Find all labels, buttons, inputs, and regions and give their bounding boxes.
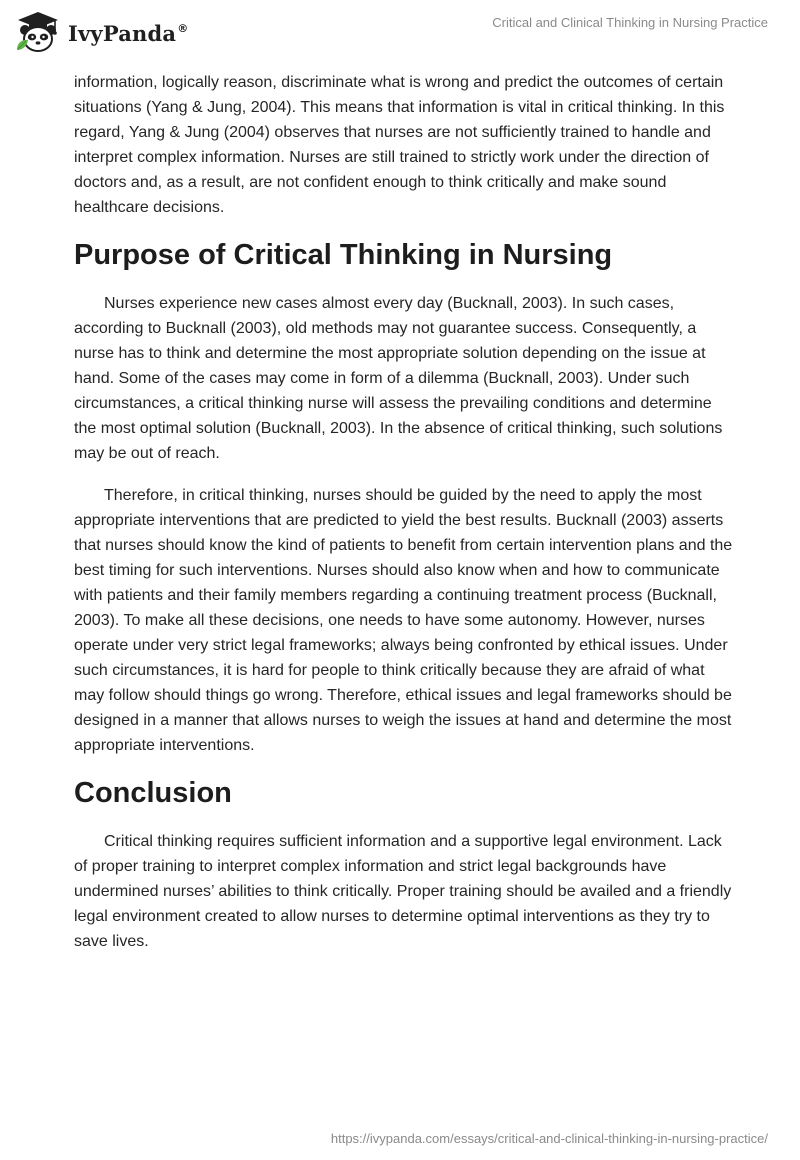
purpose-paragraph: Nurses experience new cases almost every day (Bucknall, 2003). In such cases, according to Bucknall (2003), old methods may not guarantee success. Consequently, a nurse has to think and determine the most appropriate solution depending on the issue at hand. Some of the cases may come in form of a dilemma (Bucknall, 2003). Under such circumstances, a critical thinking nurse will assess the prevailing conditions and determine the most optimal solution (Bucknall, 2003). In the absence of critical thinking, such solutions may be out of reach. — [74, 295, 723, 462]
panda-graduate-icon — [14, 10, 62, 54]
conclusion-heading: Conclusion — [74, 777, 232, 809]
conclusion-paragraph: Critical thinking requires sufficient information and a supportive legal environment. Lack of proper training to interpret complex information and strict legal backgrounds have undermined nurses’ abilities to think critically. Proper training should be availed and a friendly legal environment created to allow nurses to determine optimal interventions as they try to save lives. — [74, 833, 732, 950]
purpose-paragraph: Therefore, in critical thinking, nurses should be guided by the need to apply the most appropriate interventions that are predicted to yield the best results. Bucknall (2003) asserts that nurses should know the kind of patients to benefit from certain intervention plans and the best timing for such interventions. Nurses should also know when and how to communicate with patients and their family members regarding a continuing treatment process (Bucknall, 2003). To make all these decisions, one needs to have some autonomy. However, nurses operate under very strict legal frameworks; always being confronted by ethical issues. Under such circumstances, it is hard for people to think critically because they are afraid of what may follow should things go wrong. Therefore, ethical issues and legal frameworks should be designed in a manner that allows nurses to weigh the issues at hand and determine the most appropriate interventions. — [74, 487, 733, 754]
registered-mark: ® — [177, 21, 189, 35]
essay-body — [74, 70, 734, 971]
purpose-heading: Purpose of Critical Thinking in Nursing — [74, 239, 613, 271]
document-title: Critical and Clinical Thinking in Nursing Practice — [492, 15, 768, 30]
page-header — [0, 0, 800, 70]
logo-wordmark: IvyPanda® — [68, 20, 189, 46]
intro-paragraph: information, logically reason, discriminate what is wrong and predict the outcomes of certain situations (Yang & Jung, 2004). This means that information is vital in critical thinking. In this regard, Yang & Jung (2004) observes that nurses are not sufficiently trained to handle and interpret complex information. Nurses are still trained to strictly work under the direction of doctors and, as a result, are not confident enough to think critically and make sound healthcare decisions. — [74, 74, 725, 216]
ivypanda-logo[interactable] — [14, 10, 188, 54]
source-url[interactable]: https://ivypanda.com/essays/critical-and-clinical-thinking-in-nursing-practice/ — [330, 1131, 768, 1146]
